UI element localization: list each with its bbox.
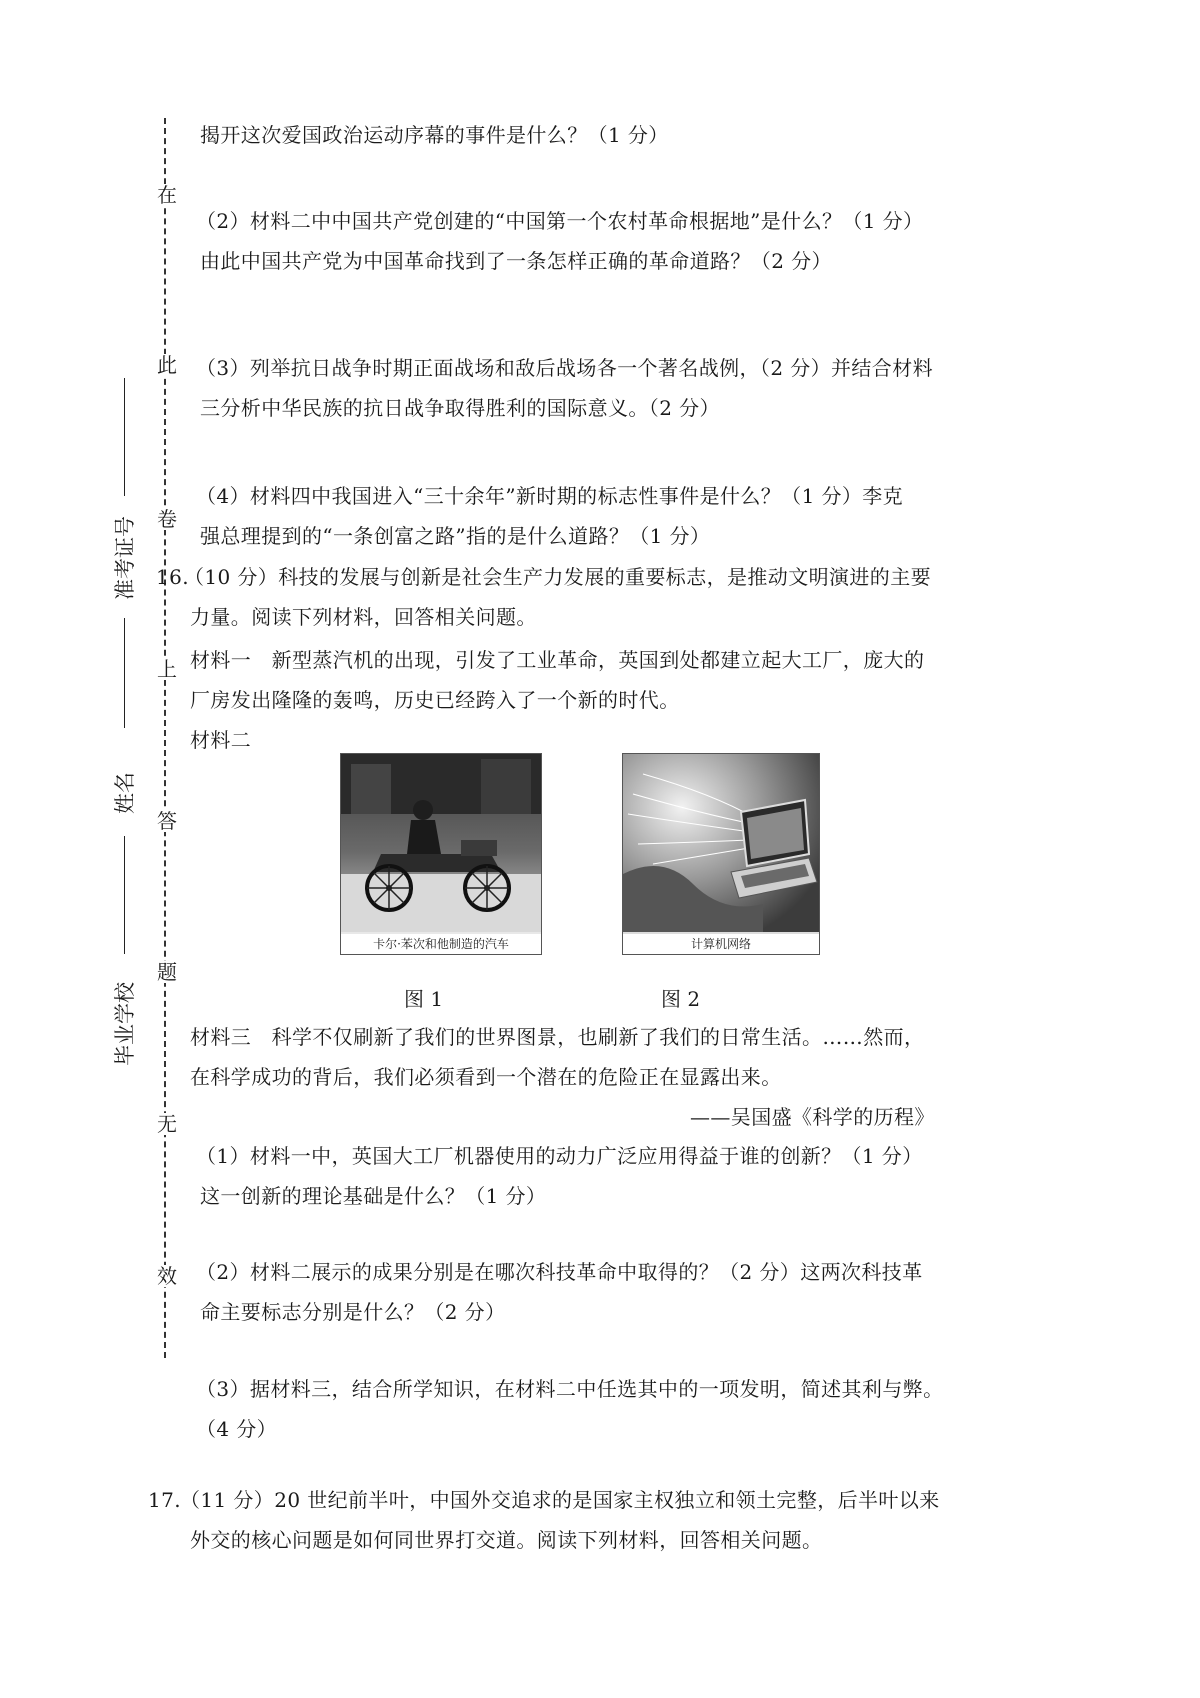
q16-part3-line1: （3）据材料三，结合所学知识，在材料二中任选其中的一项发明，简述其利与弊。 bbox=[196, 1377, 944, 1401]
q15-intro-tail: 揭开这次爱国政治运动序幕的事件是什么？（1 分） bbox=[200, 123, 669, 147]
figure-2-caption: 计算机网络 bbox=[623, 934, 819, 954]
exam-number-blank[interactable] bbox=[124, 378, 125, 496]
q15-part2-line1: （2）材料二中中国共产党创建的“中国第一个农村革命根据地”是什么？（1 分） bbox=[196, 209, 924, 233]
q16-part1-line1: （1）材料一中，英国大工厂机器使用的动力广泛应用得益于谁的创新？（1 分） bbox=[196, 1144, 923, 1168]
seal-char: 无 bbox=[157, 1112, 177, 1136]
figure-1-caption: 卡尔·苯次和他制造的汽车 bbox=[341, 934, 541, 954]
q15-part4-line1: （4）材料四中我国进入“三十余年”新时期的标志性事件是什么？（1 分）李克 bbox=[196, 484, 904, 508]
seal-char: 答 bbox=[157, 809, 177, 833]
q16-part1-line2: 这一创新的理论基础是什么？（1 分） bbox=[200, 1184, 547, 1208]
vintage-car-illustration bbox=[341, 754, 541, 932]
q16-stem-line1: （10 分）科技的发展与创新是社会生产力发展的重要标志，是推动文明演进的主要 bbox=[184, 565, 932, 589]
q15-part3-line1: （3）列举抗日战争时期正面战场和敌后战场各一个著名战例，（2 分）并结合材料 bbox=[196, 356, 934, 380]
q16-part2-line1: （2）材料二展示的成果分别是在哪次科技革命中取得的？（2 分）这两次科技革 bbox=[196, 1260, 923, 1284]
q16-stem-line2: 力量。阅读下列材料，回答相关问题。 bbox=[190, 605, 537, 629]
seal-char: 在 bbox=[157, 183, 177, 207]
seal-char: 上 bbox=[157, 657, 177, 681]
seal-char: 卷 bbox=[157, 507, 177, 531]
q16-part2-line2: 命主要标志分别是什么？（2 分） bbox=[200, 1300, 506, 1324]
q16-part3-line2: （4 分） bbox=[196, 1417, 278, 1441]
school-blank[interactable] bbox=[124, 836, 125, 954]
seal-char: 效 bbox=[157, 1264, 177, 1288]
q16-material1-line1: 材料一 新型蒸汽机的出现，引发了工业革命，英国到处都建立起大工厂，庞大的 bbox=[190, 648, 925, 672]
q15-part2-line2: 由此中国共产党为中国革命找到了一条怎样正确的革命道路？（2 分） bbox=[200, 249, 832, 273]
q16-material3-line2: 在科学成功的背后，我们必须看到一个潜在的危险正在显露出来。 bbox=[190, 1065, 782, 1089]
q16-number: 16. bbox=[156, 565, 190, 589]
q15-part3-line2: 三分析中华民族的抗日战争取得胜利的国际意义。（2 分） bbox=[200, 396, 720, 420]
q16-material1-line2: 厂房发出隆隆的轰鸣，历史已经跨入了一个新的时代。 bbox=[190, 688, 680, 712]
q16-material3-source: ——吴国盛《科学的历程》 bbox=[690, 1105, 935, 1129]
school-label: 毕业学校 bbox=[113, 982, 137, 1066]
seal-char: 此 bbox=[157, 353, 177, 377]
q17-stem-line2: 外交的核心问题是如何同世界打交道。阅读下列材料，回答相关问题。 bbox=[190, 1528, 823, 1552]
figure-2-label: 图 2 bbox=[661, 987, 701, 1011]
q16-material2-label: 材料二 bbox=[190, 728, 252, 752]
seal-dashed-line bbox=[164, 118, 166, 1358]
exam-number-label: 准考证号 bbox=[113, 516, 137, 600]
name-blank[interactable] bbox=[124, 618, 125, 728]
q17-stem-line1: （11 分）20 世纪前半叶，中国外交追求的是国家主权独立和领土完整，后半叶以来 bbox=[180, 1488, 940, 1512]
name-label: 姓名 bbox=[113, 772, 137, 814]
seal-char: 题 bbox=[157, 960, 177, 984]
computer-network-illustration bbox=[623, 754, 819, 932]
figure-1-label: 图 1 bbox=[404, 987, 444, 1011]
figure-2-network-photo bbox=[622, 753, 820, 955]
q16-material3-line1: 材料三 科学不仅刷新了我们的世界图景，也刷新了我们的日常生活。……然而， bbox=[190, 1025, 925, 1049]
figure-1-car-photo bbox=[340, 753, 542, 955]
q17-number: 17. bbox=[148, 1488, 182, 1512]
q15-part4-line2: 强总理提到的“一条创富之路”指的是什么道路？（1 分） bbox=[200, 524, 711, 548]
